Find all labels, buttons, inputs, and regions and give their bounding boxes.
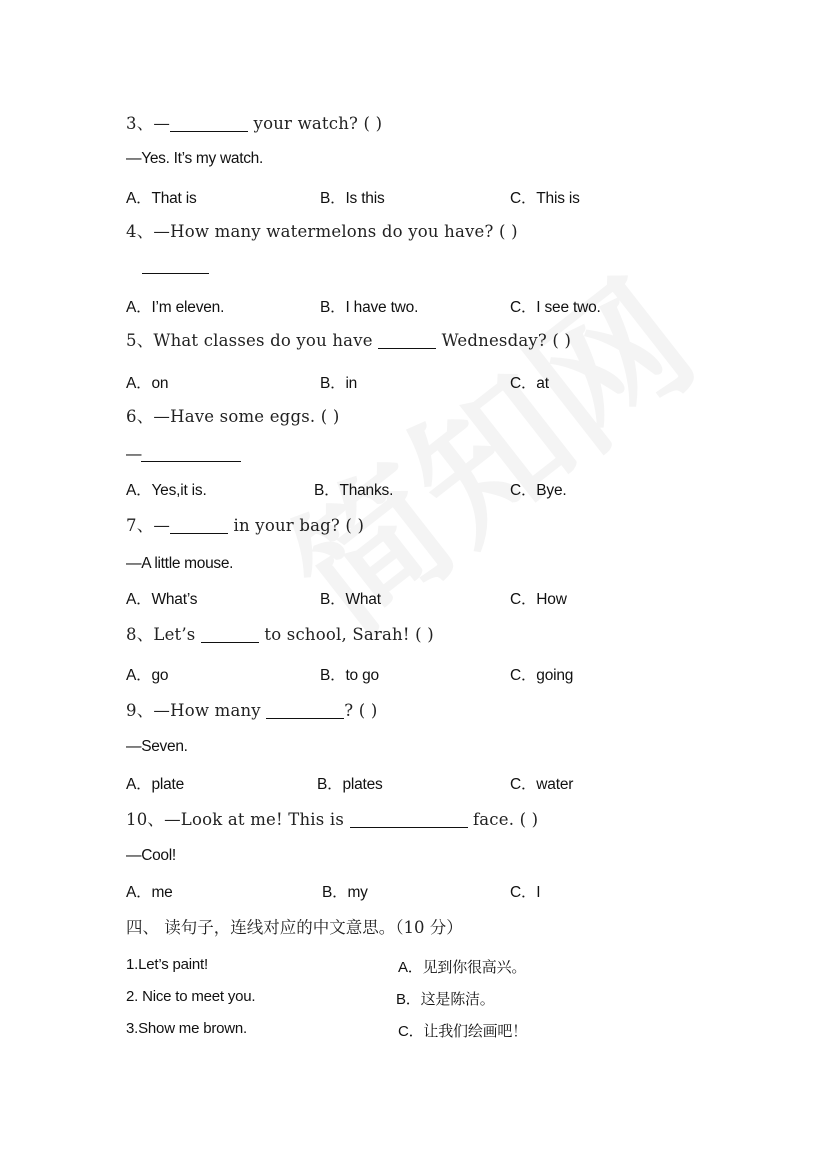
question-number: 6、 — [126, 407, 154, 426]
question-6-option-b[interactable]: B．Thanks. — [314, 482, 394, 499]
question-6-option-a[interactable]: A．Yes,it is. — [126, 482, 207, 499]
match-left-3[interactable]: 3.Show me brown. — [126, 1020, 248, 1037]
answer-blank[interactable] — [350, 826, 468, 828]
question-5: 5、What classes do you have Wednesday? ( ) — [126, 331, 572, 350]
answer-blank[interactable] — [378, 347, 436, 349]
question-number: 3、 — [126, 114, 154, 133]
answer-blank[interactable] — [170, 532, 228, 534]
question-6-option-c[interactable]: C．Bye. — [510, 482, 567, 499]
question-6: 6、—Have some eggs. ( ) — [126, 407, 340, 426]
question-5-option-a[interactable]: A．on — [126, 375, 169, 392]
question-number: 9、 — [126, 701, 154, 720]
question-number: 10、 — [126, 810, 165, 829]
match-left-1[interactable]: 1.Let’s paint! — [126, 956, 208, 973]
question-9-reply: —Seven. — [126, 738, 188, 755]
question-7-reply: —A little mouse. — [126, 555, 234, 572]
question-number: 8、 — [126, 625, 154, 644]
match-right-a[interactable]: A．见到你很高兴。 — [398, 959, 527, 976]
question-7-option-a[interactable]: A．What’s — [126, 591, 198, 608]
question-3-option-c[interactable]: C．This is — [510, 190, 580, 207]
question-number: 5、 — [126, 331, 154, 350]
question-7-option-c[interactable]: C．How — [510, 591, 567, 608]
question-3-reply: —Yes. It’s my watch. — [126, 150, 263, 167]
question-8-option-b[interactable]: B．to go — [320, 667, 379, 684]
answer-blank[interactable] — [201, 641, 259, 643]
question-8: 8、Let’s to school, Sarah! ( ) — [126, 625, 434, 644]
question-7: 7、— in your bag? ( ) — [126, 516, 365, 535]
question-number: 4、 — [126, 222, 154, 241]
question-5-option-c[interactable]: C．at — [510, 375, 549, 392]
question-7-option-b[interactable]: B．What — [320, 591, 381, 608]
answer-blank[interactable] — [141, 460, 241, 462]
question-8-option-c[interactable]: C．going — [510, 667, 574, 684]
question-10-option-c[interactable]: C．I — [510, 884, 541, 901]
question-10-reply: —Cool! — [126, 847, 176, 864]
watermark — [241, 224, 729, 671]
question-4-option-b[interactable]: B．I have two. — [320, 299, 419, 316]
question-5-option-b[interactable]: B．in — [320, 375, 358, 392]
question-3-option-b[interactable]: B．Is this — [320, 190, 385, 207]
answer-blank[interactable] — [170, 130, 248, 132]
question-6-reply: — — [126, 446, 241, 464]
match-right-c[interactable]: C．让我们绘画吧！ — [398, 1023, 528, 1040]
match-left-2[interactable]: 2. Nice to meet you. — [126, 988, 256, 1005]
question-9: 9、—How many ? ( ) — [126, 701, 378, 720]
question-3-option-a[interactable]: A．That is — [126, 190, 197, 207]
question-10: 10、—Look at me! This is face. ( ) — [126, 810, 539, 829]
question-4-option-c[interactable]: C．I see two. — [510, 299, 601, 316]
answer-blank[interactable] — [266, 717, 344, 719]
answer-blank[interactable] — [142, 272, 209, 274]
question-4: 4、—How many watermelons do you have? ( ) — [126, 222, 518, 241]
question-9-option-b[interactable]: B．plates — [317, 776, 383, 793]
question-4-option-a[interactable]: A．I’m eleven. — [126, 299, 225, 316]
question-10-option-b[interactable]: B．my — [322, 884, 368, 901]
match-right-b[interactable]: B．这是陈洁。 — [396, 991, 495, 1008]
question-8-option-a[interactable]: A．go — [126, 667, 169, 684]
question-10-option-a[interactable]: A．me — [126, 884, 173, 901]
question-3: 3、— your watch? ( ) — [126, 114, 383, 133]
question-9-option-a[interactable]: A．plate — [126, 776, 185, 793]
question-number: 7、 — [126, 516, 154, 535]
question-9-option-c[interactable]: C．water — [510, 776, 574, 793]
section-4-title: 四、 读句子，连线对应的中文意思。（10 分） — [126, 918, 463, 937]
